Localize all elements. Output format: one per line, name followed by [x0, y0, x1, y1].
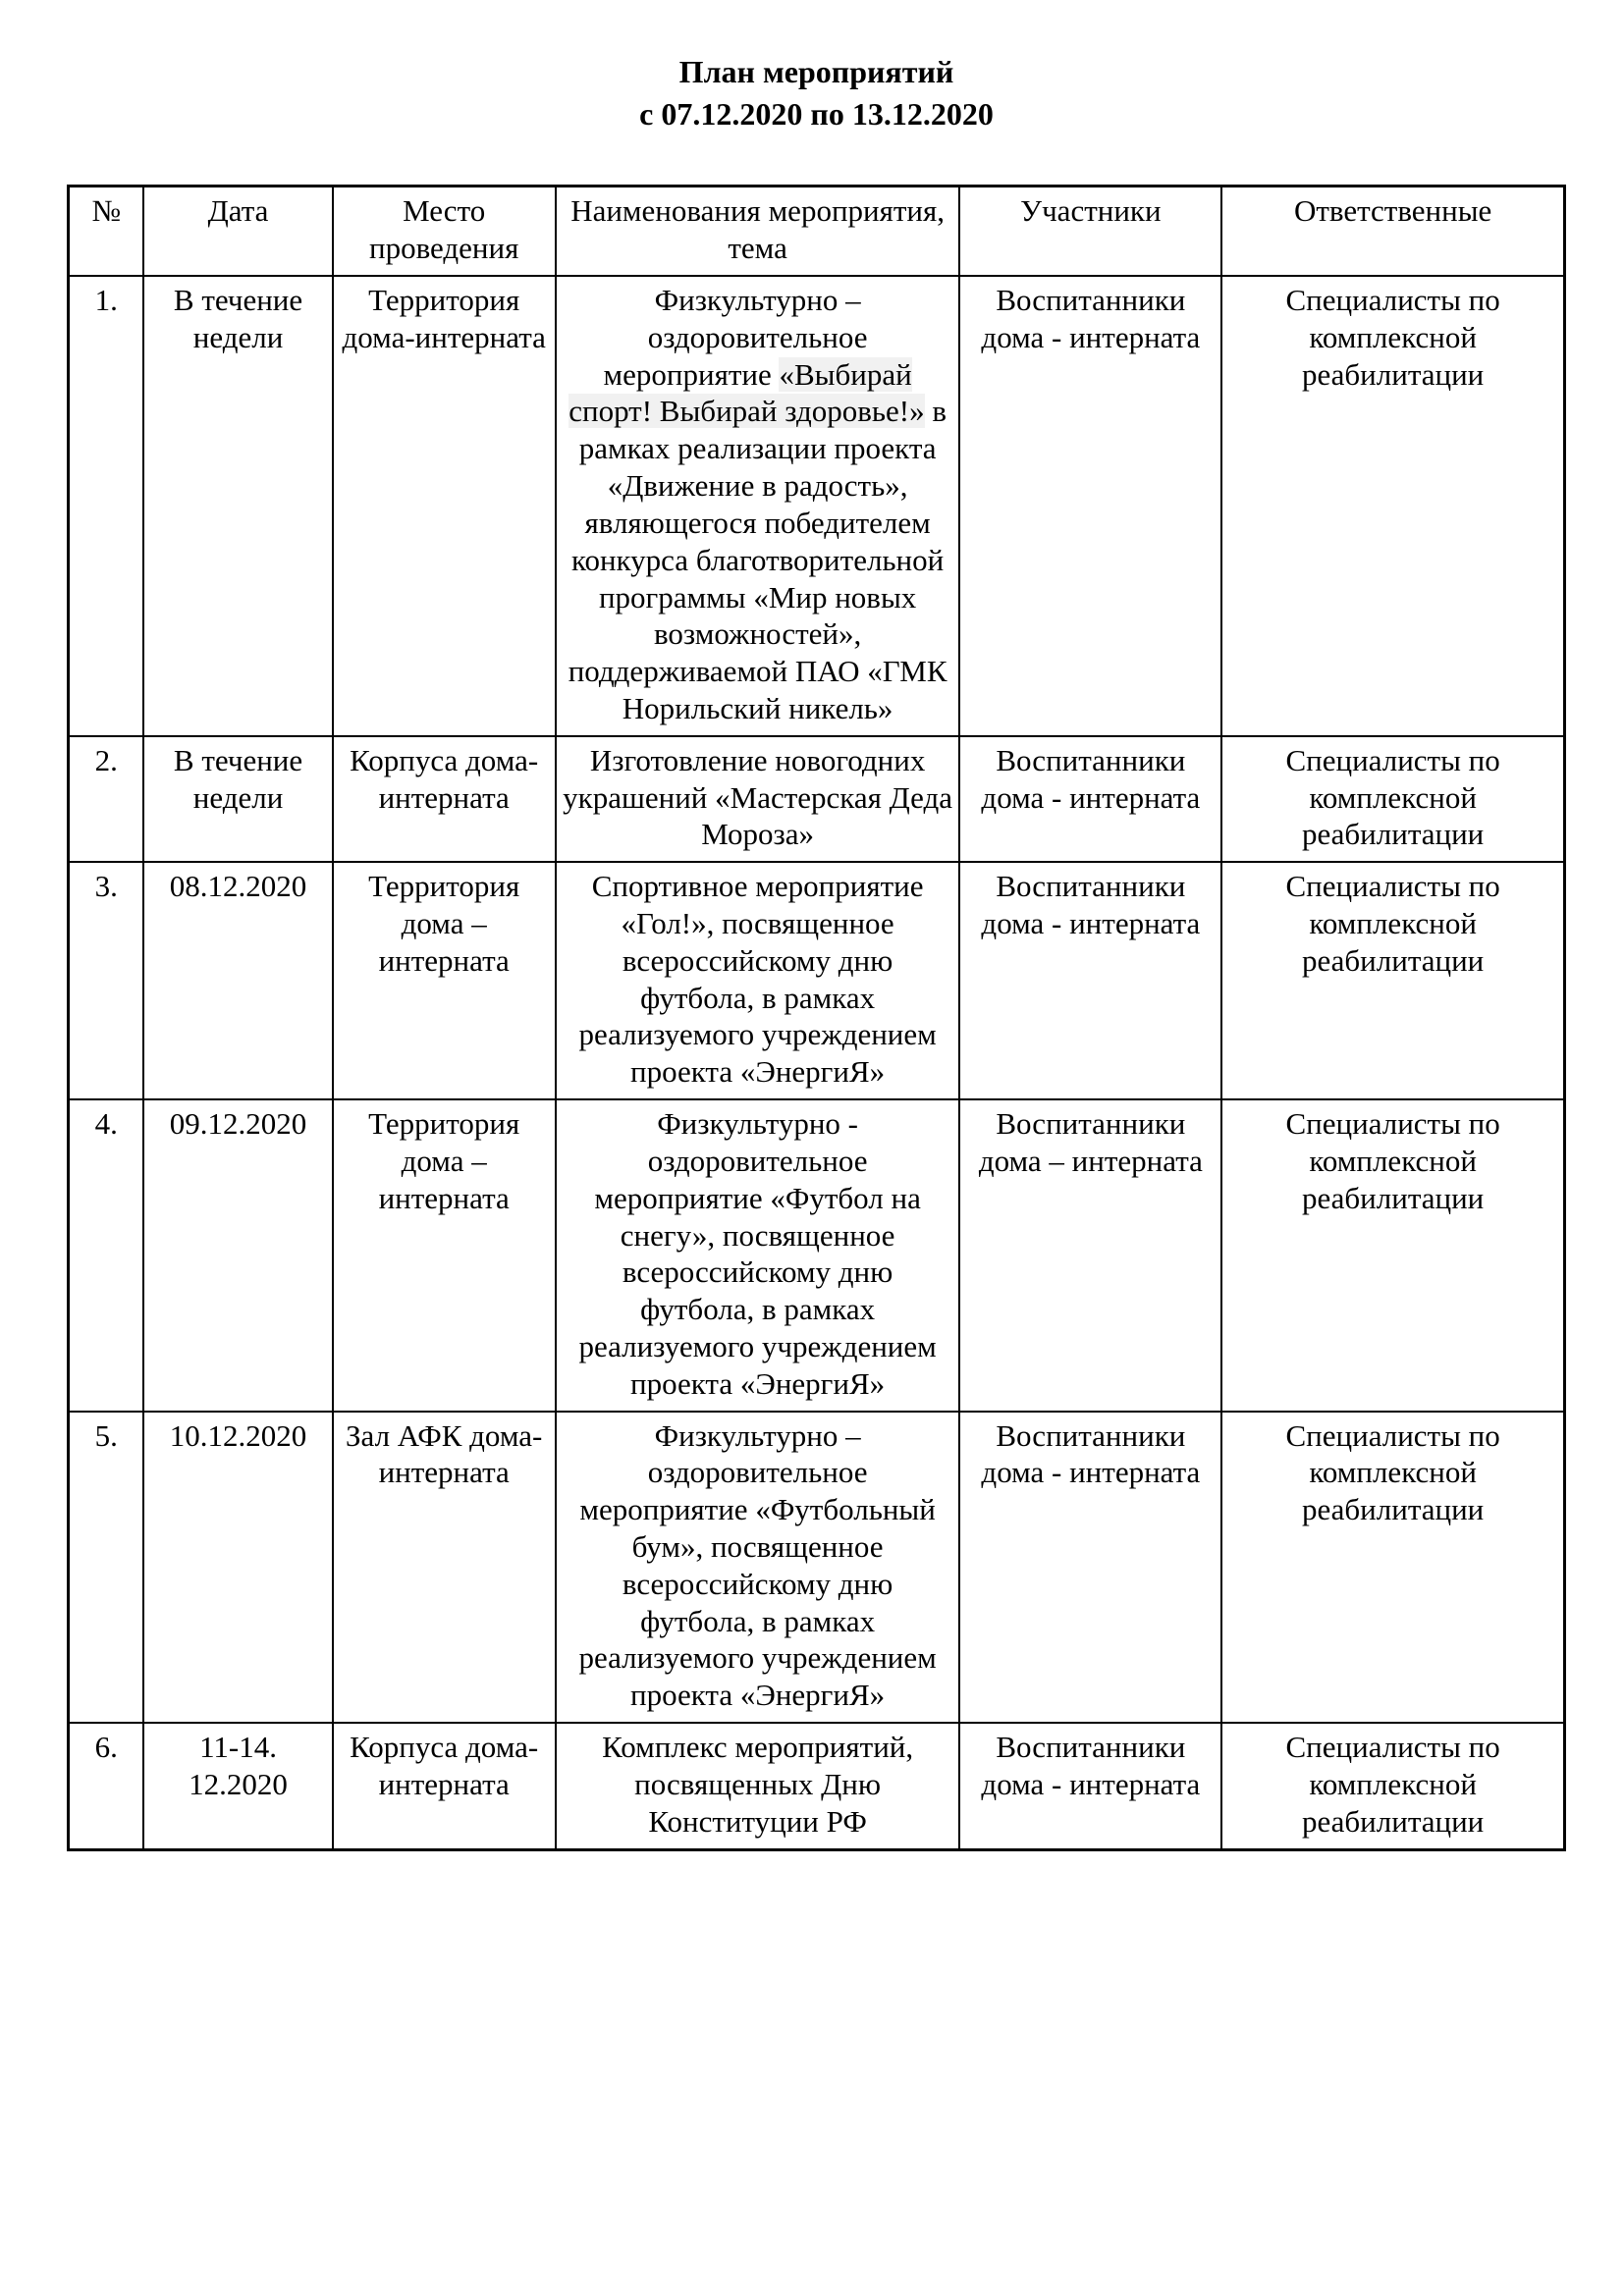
document-title-line2: с 07.12.2020 по 13.12.2020	[639, 96, 994, 133]
table-row	[69, 862, 1565, 1099]
table-row	[69, 1099, 1565, 1412]
cell-date: В течение недели	[143, 276, 332, 736]
header-number: №	[69, 187, 144, 276]
cell-place: Корпуса дома-интерната	[333, 1723, 556, 1849]
cell-place: Территория дома – интерната	[333, 1099, 556, 1412]
cell-number: 3.	[69, 862, 144, 1099]
cell-number: 1.	[69, 276, 144, 736]
table-row	[69, 1723, 1565, 1849]
cell-date: 11-14. 12.2020	[143, 1723, 332, 1849]
cell-place: Зал АФК дома-интерната	[333, 1412, 556, 1724]
events-plan-table	[67, 185, 1566, 1850]
document-title	[67, 51, 1566, 135]
cell-participants: Воспитанники дома - интерната	[959, 862, 1221, 1099]
cell-date: В течение недели	[143, 736, 332, 862]
cell-number: 6.	[69, 1723, 144, 1849]
header-participants: Участники	[959, 187, 1221, 276]
header-event-name: Наименования мероприятия, тема	[556, 187, 960, 276]
cell-place: Корпуса дома-интерната	[333, 736, 556, 862]
cell-participants: Воспитанники дома - интерната	[959, 736, 1221, 862]
cell-date: 09.12.2020	[143, 1099, 332, 1412]
cell-event-name: Комплекс мероприятий, посвященных Дню Конституции РФ	[556, 1723, 960, 1849]
table-row	[69, 736, 1565, 862]
header-place: Место проведения	[333, 187, 556, 276]
cell-responsible: Специалисты по комплексной реабилитации	[1221, 276, 1564, 736]
cell-event-name: Физкультурно – оздоровительное мероприятие «Футбольный бум», посвященное всероссийскому дню футбола, в рамках реализуемого учреждением проекта «ЭнергиЯ»	[556, 1412, 960, 1724]
cell-responsible: Специалисты по комплексной реабилитации	[1221, 1412, 1564, 1724]
cell-date: 10.12.2020	[143, 1412, 332, 1724]
cell-number: 5.	[69, 1412, 144, 1724]
cell-participants: Воспитанники дома - интерната	[959, 1412, 1221, 1724]
cell-number: 4.	[69, 1099, 144, 1412]
cell-place: Территория дома-интерната	[333, 276, 556, 736]
cell-event-name: Физкультурно – оздоровительное мероприятие «Выбирай спорт! Выбирай здоровье!» в рамках реализации проекта «Движение в радость», являющегося победителем конкурса благотворительной программы «Мир новых возможностей», поддерживаемой ПАО «ГМК Норильский никель»	[556, 276, 960, 736]
cell-event-name: Спортивное мероприятие «Гол!», посвященное всероссийскому дню футбола, в рамках реализуемого учреждением проекта «ЭнергиЯ»	[556, 862, 960, 1099]
cell-participants: Воспитанники дома - интерната	[959, 276, 1221, 736]
table-row	[69, 1412, 1565, 1724]
cell-number: 2.	[69, 736, 144, 862]
cell-responsible: Специалисты по комплексной реабилитации	[1221, 1099, 1564, 1412]
document-title-line1: План мероприятий	[678, 54, 954, 89]
cell-responsible: Специалисты по комплексной реабилитации	[1221, 1723, 1564, 1849]
table-header-row	[69, 187, 1565, 276]
cell-participants: Воспитанники дома - интерната	[959, 1723, 1221, 1849]
table-row	[69, 276, 1565, 736]
cell-event-name: Изготовление новогодних украшений «Мастерская Деда Мороза»	[556, 736, 960, 862]
cell-participants: Воспитанники дома – интерната	[959, 1099, 1221, 1412]
cell-place: Территория дома – интерната	[333, 862, 556, 1099]
header-responsible: Ответственные	[1221, 187, 1564, 276]
cell-date: 08.12.2020	[143, 862, 332, 1099]
cell-event-name: Физкультурно - оздоровительное мероприятие «Футбол на снегу», посвященное всероссийскому дню футбола, в рамках реализуемого учреждением проекта «ЭнергиЯ»	[556, 1099, 960, 1412]
highlighted-text: «Выбирай спорт! Выбирай здоровье!»	[568, 356, 925, 429]
cell-responsible: Специалисты по комплексной реабилитации	[1221, 736, 1564, 862]
header-date: Дата	[143, 187, 332, 276]
cell-responsible: Специалисты по комплексной реабилитации	[1221, 862, 1564, 1099]
